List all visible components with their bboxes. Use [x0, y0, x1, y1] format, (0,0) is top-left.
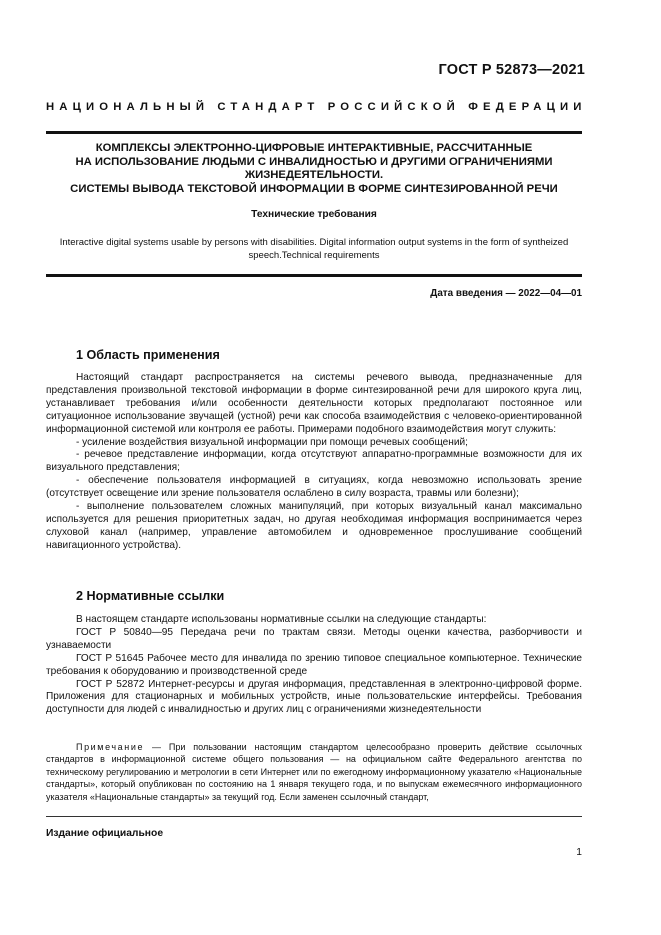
- note-label: Примечание: [76, 742, 145, 752]
- gost-number: ГОСТ Р 52873—2021: [438, 62, 585, 78]
- document-subtitle: Технические требования: [251, 209, 377, 220]
- section-1-body: [46, 372, 582, 553]
- list-item: - выполнение пользователем сложных манипуляций, при которых визуальный канал максимально используется для решения приоритетных задач, но другая необходимая информация воспринимается через слуховой канал (например, управление автомобилем и одновременное прослушивание сообщений навигационного устройства).: [46, 501, 582, 551]
- title-line: СИСТЕМЫ ВЫВОДА ТЕКСТОВОЙ ИНФОРМАЦИИ В ФОРМЕ СИНТЕЗИРОВАННОЙ РЕЧИ: [70, 182, 558, 195]
- note-paragraph: [46, 741, 582, 803]
- header-rule: [46, 131, 582, 134]
- title-line: ЖИЗНЕДЕЯТЕЛЬНОСТИ.: [244, 169, 384, 181]
- note: [46, 741, 582, 803]
- national-standard-header: НАЦИОНАЛЬНЫЙ СТАНДАРТ РОССИЙСКОЙ ФЕДЕРАЦИИ: [46, 101, 587, 113]
- section-2-body: [46, 614, 582, 717]
- english-title: Interactive digital systems usable by persons with disabilities. Digital information output systems in the form of syntheized speech.Technical requirements: [59, 237, 569, 262]
- title-line: НА ИСПОЛЬЗОВАНИЕ ЛЮДЬМИ С ИНВАЛИДНОСТЬЮ И ДРУГИМИ ОГРАНИЧЕНИЯМИ: [75, 155, 553, 168]
- list-item: - обеспечение пользователя информацией в ситуациях, когда невозможно использовать зрение (отсутствует освещение или зрение пользователя ослаблено в силу возраста, травмы или болезни);: [46, 475, 582, 500]
- page-number: 1: [576, 847, 582, 858]
- section-1-heading: 1 Область применения: [76, 348, 220, 362]
- section-2-heading: 2 Нормативные ссылки: [76, 589, 225, 603]
- title-line: КОМПЛЕКСЫ ЭЛЕКТРОННО-ЦИФРОВЫЕ ИНТЕРАКТИВНЫЕ, РАССЧИТАННЫЕ: [95, 142, 533, 154]
- normative-reference: ГОСТ Р 50840—95 Передача речи по трактам связи. Методы оценки качества, разборчивости и узнаваемости: [46, 626, 582, 651]
- normative-reference: ГОСТ Р 52872 Интернет-ресурсы и другая информация, представленная в электронно-цифровой форме. Приложения для стационарных и мобильных устройств, иные пользовательские интерфейсы. Требования доступности для людей с инвалидностью и других лиц с ограничениями жизнедеятельности: [46, 678, 582, 716]
- document-title: [46, 142, 582, 196]
- list-item: - усиление воздействия визуальной информации при помощи речевых сообщений;: [76, 436, 468, 448]
- normative-reference: ГОСТ Р 51645 Рабочее место для инвалида по зрению типовое специальное компьютерное. Технические требования к оборудованию и производственной среде: [46, 652, 582, 677]
- footer-rule: [46, 816, 582, 817]
- paragraph: В настоящем стандарте использованы нормативные ссылки на следующие стандарты:: [76, 614, 487, 625]
- note-text: — При пользовании настоящим стандартом целесообразно проверить действие ссылочных стандартов в информационной системе общего пользования — на официальном сайте Федерального агентства по техническому регулированию и метрологии в сети Интернет или по ежегодному информационному указателю «Национальные стандарты», который опубликован по состоянию на 1 января текущего года, и по выпускам ежемесячного информационного указателя «Национальные стандарты» за текущий год. Если заменен ссылочный стандарт,: [46, 742, 582, 802]
- paragraph: Настоящий стандарт распространяется на системы речевого вывода, предназначенные для представления произвольной текстовой информации в форме синтезированной речи для широкого круга лиц, устанавливает требования и/или особенности деятельности которых предполагают постоянное или ситуационное использование звучащей (устной) речи как способа взаимодействия с человеко-ориентированной информационной системой или контроля ее работы. Примерами подобного взаимодействия могут служить:: [46, 372, 582, 435]
- list-item: - речевое представление информации, когда отсутствуют аппаратно-программные возможности для их визуального представления;: [46, 449, 582, 474]
- title-rule: [46, 274, 582, 277]
- introduction-date: Дата введения — 2022—04—01: [430, 288, 582, 299]
- official-edition-label: Издание официальное: [46, 828, 164, 839]
